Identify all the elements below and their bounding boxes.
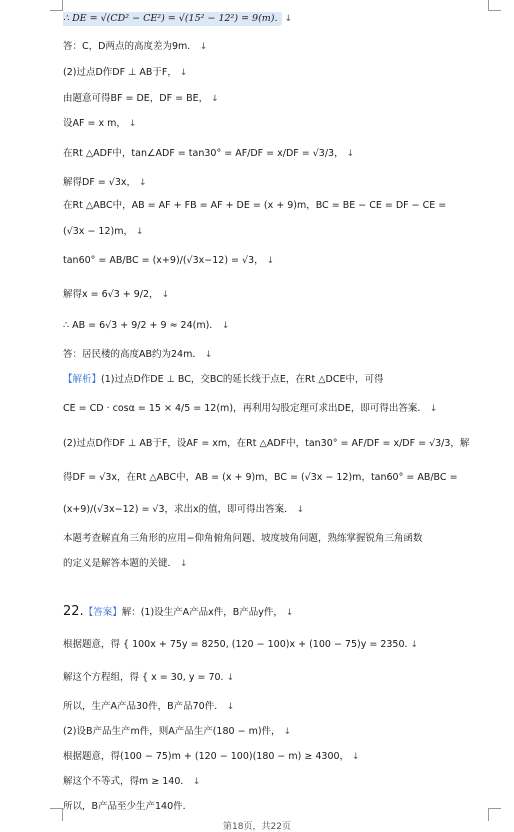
text-line[interactable]: 所以，B产品至少生产140件．: [63, 801, 193, 812]
text-line[interactable]: 解得x = 6√3 + 9/2， ↓: [63, 289, 170, 300]
text-line[interactable]: (√3x − 12)m， ↓: [63, 226, 144, 237]
analysis-tag: 【解析】: [63, 374, 102, 385]
page-footer: 第18页，共22页: [223, 822, 291, 832]
analysis-line[interactable]: 【解析】(1)过点D作DE ⊥ BC，交BC的延长线于点E，在Rt △DCE中，可得: [63, 374, 384, 385]
text-line[interactable]: 解得DF = √3x， ↓: [63, 177, 147, 188]
text-line[interactable]: 本题考查解直角三角形的应用−仰角俯角问题、坡度坡角问题，熟练掌握锐角三角函数: [63, 533, 423, 544]
text-line[interactable]: 的定义是解答本题的关键． ↓: [63, 558, 188, 569]
text-line[interactable]: tan60° = AB/BC = (x+9)/(√3x−12) = √3， ↓: [63, 255, 275, 266]
text-line[interactable]: 设AF = x m， ↓: [63, 118, 137, 129]
question-number: 22.: [63, 605, 84, 619]
text-line[interactable]: 在Rt △ABC中，AB = AF + FB = AF + DE = (x + 9)m，BC = BE − CE = DF − CE =: [63, 200, 447, 211]
text-line[interactable]: 得DF = √3x，在Rt △ABC中，AB = (x + 9)m，BC = (√3x − 12)m，tan60° = AB/BC =: [63, 472, 458, 483]
text-line[interactable]: 所以，生产A产品30件，B产品70件． ↓: [63, 701, 235, 712]
text-line[interactable]: (2)过点D作DF ⊥ AB于F，设AF = xm，在Rt △ADF中，tan30° = AF/DF = x/DF = √3/3，解: [63, 438, 470, 449]
text-line[interactable]: 在Rt △ADF中，tan∠ADF = tan30° = AF/DF = x/DF = √3/3， ↓: [63, 148, 355, 159]
text-line[interactable]: (2)过点D作DF ⊥ AB于F， ↓: [63, 67, 188, 78]
text-line[interactable]: 答：C，D两点的高度差为9m． ↓: [63, 41, 208, 52]
text-line[interactable]: (x+9)/(√3x−12) = √3，求出x的值，即可得出答案． ↓: [63, 504, 305, 515]
text-line[interactable]: 根据题意，得(100 − 75)m + (120 − 100)(180 − m) ≥ 4300， ↓: [63, 751, 360, 762]
answer-tag: 【答案】: [83, 607, 122, 618]
crop-mark-top-left: [50, 0, 63, 11]
text-line[interactable]: 解这个方程组，得 { x = 30, y = 70. ↓: [63, 672, 235, 683]
crop-mark-top-right: [488, 0, 501, 11]
text-line[interactable]: CE = CD · cosα = 15 × 4/5 = 12(m)，再利用勾股定理可求出DE，即可得出答案． ↓: [63, 403, 438, 414]
question-22-line[interactable]: 22.【答案】解：(1)设生产A产品x件，B产品y件， ↓: [63, 605, 294, 619]
text-line[interactable]: ∴ DE = √(CD² − CE²) = √(15² − 12²) = 9(m). ↓: [63, 12, 493, 26]
text-line[interactable]: (2)设B产品生产m件，则A产品生产(180 − m)件， ↓: [63, 726, 292, 737]
text-line[interactable]: 根据题意，得 { 100x + 75y = 8250, (120 − 100)x + (100 − 75)y = 2350. ↓: [63, 639, 419, 650]
text-line[interactable]: 解这个不等式，得m ≥ 140． ↓: [63, 776, 201, 787]
text-line[interactable]: ∴ AB = 6√3 + 9/2 + 9 ≈ 24(m)． ↓: [63, 320, 230, 331]
text-line[interactable]: 答：居民楼的高度AB约为24m． ↓: [63, 349, 213, 360]
text-line[interactable]: 由题意可得BF = DE，DF = BE， ↓: [63, 93, 219, 104]
